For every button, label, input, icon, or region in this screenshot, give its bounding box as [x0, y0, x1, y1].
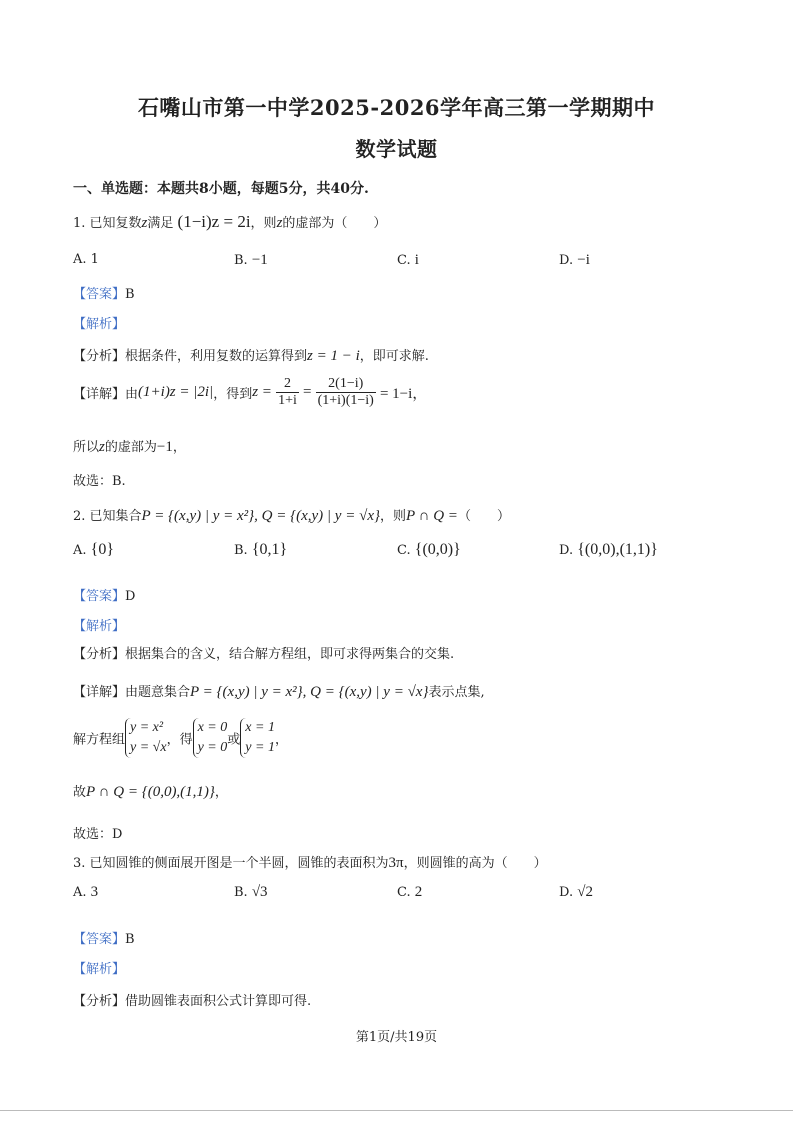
q2-solve-c: 或 — [227, 732, 241, 748]
q2-formula-2: P ∩ Q = — [406, 508, 458, 524]
q1-fenxi — [73, 345, 429, 365]
q1-option-c-label: C. — [397, 253, 411, 268]
q1-stem-c: ，则 — [250, 216, 277, 231]
q1-option-b — [234, 252, 268, 269]
q2-jiexi: 【解析】 — [73, 619, 126, 634]
q3-answer-value: B — [125, 932, 135, 947]
q3-option-c-label: C. — [397, 885, 411, 900]
q3-fenxi — [73, 990, 311, 1009]
q2-gu-formula: P ∩ Q = {(0,0),(1,1)} — [86, 784, 215, 800]
page-subtitle: 数学试题 — [355, 137, 438, 161]
q2-option-a-label: A. — [73, 543, 87, 558]
q2-fenxi — [73, 643, 454, 662]
q2-option-b-label: B. — [234, 543, 248, 558]
q2-solve-a: 解方程组 — [73, 732, 126, 748]
q2-option-c-label: C. — [397, 543, 411, 558]
q1-stem-d: 的虚部为（ ） — [282, 216, 387, 231]
q1-xj-a: 由 — [125, 387, 139, 402]
q1-frac1-den: 1+i — [278, 393, 297, 408]
q1-option-d-value: −i — [577, 252, 590, 268]
q1-formula: (1−i)z = 2i — [177, 212, 251, 231]
q2-stem-b: ，则 — [379, 509, 406, 524]
xiangjie-tag: 【详解】 — [73, 387, 126, 402]
q1-line-c4: ， — [172, 440, 186, 455]
q2-sys2-line1: x = 0 — [197, 720, 228, 735]
q1-xiangjie — [73, 376, 427, 409]
fenxi-tag: 【分析】 — [73, 349, 126, 364]
answer-tag: 【答案】 — [73, 589, 126, 604]
q3-option-a — [73, 884, 98, 901]
q2-xj-b: 表示点集, — [428, 685, 485, 700]
q2-answer-value: D — [125, 589, 136, 604]
q2-option-c-value: {(0,0)} — [414, 541, 461, 558]
answer-tag: 【答案】 — [73, 287, 126, 302]
q1-stem — [73, 212, 386, 232]
q1-conclusion — [73, 436, 186, 456]
q1-var-z: z — [141, 215, 148, 231]
q1-guxuan: 故选：B. — [73, 474, 126, 489]
q2-formula: P = {(x,y) | y = x²}, Q = {(x,y) | y = √x} — [141, 508, 380, 524]
q2-xiangjie — [73, 681, 485, 701]
q1-line-z: z — [99, 439, 105, 455]
q2-option-a-value: {0} — [90, 541, 115, 558]
q2-solve-d: ， — [274, 732, 288, 748]
q2-option-d — [559, 541, 658, 559]
q2-system-2 — [193, 718, 228, 758]
page-bottom-divider — [0, 1110, 793, 1111]
section-heading: 一、单选题：本题共8小题，每题5分，共40分. — [73, 181, 369, 197]
q1-option-c-value: i — [414, 252, 419, 268]
q2-sys2-line2: y = 0 — [197, 740, 228, 755]
q3-option-d-label: D. — [559, 885, 574, 900]
q1-fraction-1 — [276, 376, 299, 409]
q2-option-a — [73, 541, 114, 559]
q3-option-b — [234, 884, 268, 901]
q1-option-b-value: −1 — [251, 252, 268, 268]
q2-gu-a: 故 — [73, 785, 87, 800]
q1-fraction-2 — [316, 376, 376, 409]
q3-option-c-value: 2 — [414, 884, 423, 900]
q1-line-c2: 的虚部为 — [104, 440, 157, 455]
q2-option-c — [397, 541, 461, 559]
q1-jiexi: 【解析】 — [73, 317, 126, 332]
answer-tag: 【答案】 — [73, 932, 126, 947]
q1-xj-z: z = — [252, 384, 272, 400]
q2-option-d-label: D. — [559, 543, 574, 558]
q1-var-z2: z — [276, 215, 283, 231]
fenxi-tag: 【分析】 — [73, 994, 126, 1009]
q2-gu-b: ， — [214, 785, 228, 800]
q2-option-b — [234, 541, 287, 559]
page-footer: 第1页/共19页 — [355, 1030, 438, 1045]
q1-answer-value: B — [125, 287, 135, 302]
q2-stem — [73, 505, 510, 525]
q2-solve — [73, 718, 288, 758]
q1-option-d-label: D. — [559, 253, 574, 268]
xiangjie-tag: 【详解】 — [73, 685, 126, 700]
q2-sys3-line1: x = 1 — [245, 720, 275, 735]
q2-xj-a: 由题意集合 — [125, 685, 191, 700]
q3-jiexi: 【解析】 — [73, 962, 126, 977]
q1-fenxi-text: 根据条件，利用复数的运算得到 — [125, 349, 308, 364]
q2-option-b-value: {0,1} — [251, 541, 288, 558]
q2-sys1-line1: y = x² — [130, 720, 164, 735]
q3-option-a-value: 3 — [90, 884, 99, 900]
q3-option-b-label: B. — [234, 885, 248, 900]
q2-answer — [73, 585, 135, 604]
q1-xj-formula: (1+i)z = |2i| — [138, 384, 214, 400]
q2-solve-b: ，得 — [166, 732, 193, 748]
q1-xj-result: = 1−i， — [379, 386, 428, 402]
q3-formula: 3π — [388, 855, 404, 871]
q2-system-1 — [125, 718, 167, 758]
q1-option-c — [397, 252, 419, 269]
q2-gu — [73, 781, 228, 801]
q1-stem-b: 满足 — [147, 216, 174, 231]
q1-frac2-num: 2(1−i) — [316, 376, 376, 393]
page-title: 石嘴山市第一中学2025-2026学年高三第一学期期中 — [137, 95, 656, 120]
q3-stem-b: ，则圆锥的高为（ ） — [403, 856, 547, 871]
q1-line-c3: −1 — [156, 439, 173, 455]
q1-line-c: 所以 — [73, 440, 100, 455]
q3-option-d — [559, 884, 593, 901]
q2-fenxi-text: 根据集合的含义，结合解方程组，即可求得两集合的交集. — [125, 647, 455, 662]
q1-xj-b: ，得到 — [213, 387, 253, 402]
q2-stem-c: （ ） — [457, 509, 510, 524]
q1-fenxi-end: ，即可求解. — [359, 349, 429, 364]
q2-xj-formula: P = {(x,y) | y = x²}, Q = {(x,y) | y = √x} — [190, 684, 429, 700]
q1-option-a: A. 1 — [73, 252, 99, 267]
q2-system-3 — [240, 718, 275, 758]
q3-answer — [73, 928, 135, 947]
q3-option-d-value: √2 — [577, 884, 593, 900]
q2-stem-a: 2. 已知集合 — [73, 509, 142, 524]
q3-option-a-label: A. — [73, 885, 87, 900]
q3-option-c — [397, 884, 422, 901]
q1-option-d — [559, 252, 590, 269]
q1-frac1-num: 2 — [276, 376, 299, 393]
q1-option-b-label: B. — [234, 253, 248, 268]
q1-answer — [73, 283, 135, 302]
q1-frac2-den: (1+i)(1−i) — [317, 393, 374, 408]
q2-guxuan: 故选：D — [73, 827, 123, 842]
q3-stem-a: 3. 已知圆锥的侧面展开图是一个半圆，圆锥的表面积为 — [73, 856, 389, 871]
q3-stem — [73, 852, 547, 872]
q2-option-d-value: {(0,0),(1,1)} — [577, 541, 658, 558]
fenxi-tag: 【分析】 — [73, 647, 126, 662]
q2-sys1-line2: y = √x — [130, 740, 167, 755]
q1-stem-a: 1. 已知复数 — [73, 216, 142, 231]
q1-eq: = — [303, 384, 312, 400]
q3-fenxi-text: 借助圆锥表面积公式计算即可得. — [125, 994, 312, 1009]
q3-option-b-value: √3 — [251, 884, 268, 900]
q2-sys3-line2: y = 1 — [245, 740, 275, 755]
q1-fenxi-formula: z = 1 − i — [307, 348, 360, 364]
